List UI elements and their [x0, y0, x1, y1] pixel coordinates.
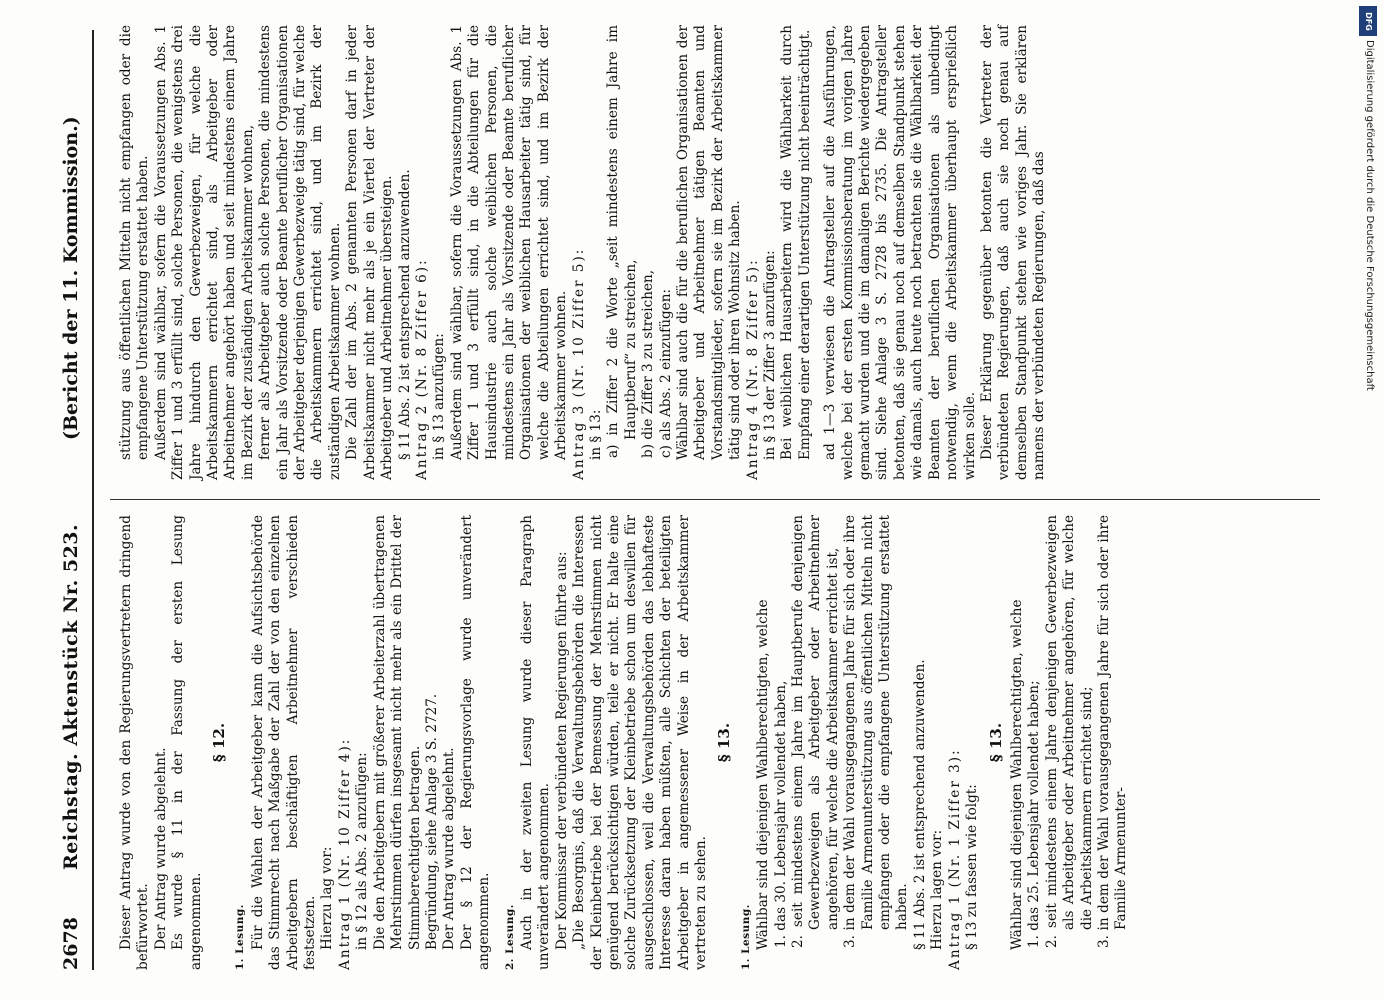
list-item: 2. seit mindestens einem Jahre denjenigen Gewerbezweigen als Arbeitgeber oder Arbeitnehmer angehören, für welche die Arbeitskammern errichtet sind;: [1043, 515, 1095, 948]
list-item: 3. in dem der Wahl vorausgegangenen Jahre für sich oder ihre Familie Armenunter-: [1095, 515, 1130, 948]
digitization-note: [1361, 40, 1375, 940]
page-subtitle: (Bericht der 11. Kommission.): [60, 116, 82, 440]
column-divider: [110, 499, 1320, 500]
left-column: [118, 515, 1131, 970]
paragraph: ferner als Arbeitgeber auch solche Personen, die mindestens ein Jahr als Vorsitzende oder Beamte beruflicher Organisationen der Arbeitgeber derjenigen Gewerbezweige tätig sind, für welche die Arbeitskammern errichtet sind, und im Bezirk der zuständigen Arbeitskammer wohnen.: [257, 25, 343, 480]
list-item: 3. in dem der Wahl vorausgegangenen Jahre für sich oder ihre Familie Armenunterstützung aus öffentlichen Mitteln nicht empfangen oder die empfangene Unterstützung erstattet haben.: [842, 515, 911, 948]
paragraph: Dieser Antrag wurde von den Regierungsvertretern dringend befürwortet.: [118, 515, 152, 970]
paragraph: Wählbar sind diejenigen Wahlberechtigten, welche: [755, 599, 772, 950]
motion-heading: Antrag 1 (Nr. 1 Ziffer 3):: [946, 748, 963, 970]
paragraph: Dieser Erklärung gegenüber betonten die Vertreter der verbündeten Regierungen, daß auch sie noch genau auf demselben Standpunkt stehen wie voriges Jahr. Sie erklären namens der verbündeten Regierungen, daß das: [978, 25, 1048, 480]
list-item: b) die Ziffer 3 zu streichen,: [640, 269, 657, 458]
paragraph: Der Antrag wurde abgelehnt.: [152, 747, 169, 950]
paragraph: Der Antrag wurde abgelehnt.: [441, 747, 458, 950]
paragraph: Außerdem sind wählbar, sofern die Voraussetzungen Abs. 1 Ziffer 1 und 3 erfüllt sind, solche Personen, die wenigstens drei Jahre hindurch den Gewerbezweigen, für welche die Arbeitskammern errichtet sind, als Arbeitgeber oder Arbeitnehmer angehört haben und seit mindestens einem Jahre im Bezirk der zuständigen Arbeitskammer wohnen,: [152, 25, 256, 480]
motion-heading: Antrag 4 (Nr. 8 Ziffer 5):: [744, 258, 761, 480]
paragraph: ad 1—3 verwiesen die Antragsteller auf die Ausführungen, welche bei der ersten Kommissionsberatung im vorigen Jahre gemacht wurden und die im damaligen Berichte wiedergegeben sind. Siehe Anlage 3 S. 2728 bis 2735. Die Antragsteller betonten, daß sie genau noch auf demselben Standpunkt stehen wie damals, auch heute noch betrachten sie die Wählbarkeit der Beamten der beruflichen Organisationen als unbedingt notwendig, wenn die Arbeitskammer überhaupt ersprießlich wirken solle.: [822, 25, 978, 480]
section-heading: § 12.: [210, 722, 229, 763]
paragraph: Hierzu lag vor:: [319, 846, 336, 950]
paragraph: Auch in der zweiten Lesung wurde dieser Paragraph unverändert angenommen.: [518, 515, 553, 970]
paragraph: in § 13 der Ziffer 3 anzufügen:: [762, 250, 779, 460]
paragraph: Die Zahl der im Abs. 2 genannten Personen darf in jeder Arbeitskammer nicht mehr als je ein Viertel der Vertreter der Arbeitgeber und Arbeitnehmer übersteigen.: [344, 25, 396, 480]
page-number: 2678: [60, 917, 82, 970]
list-item: 1. das 25. Lebensjahr vollendet haben;: [1026, 680, 1043, 948]
paragraph: in § 13:: [587, 409, 604, 460]
motion-heading: Antrag 2 (Nr. 8 Ziffer 6):: [413, 258, 430, 480]
paragraph: Es wurde § 11 in der Fassung der ersten Lesung angenommen.: [170, 515, 204, 970]
rotated-page-content: [40, 0, 1340, 1000]
paragraph: § 13 zu fassen wie folgt:: [964, 784, 981, 950]
quoted-text: Bei weiblichen Hausarbeitern wird die Wählbarkeit durch Empfang einer derartigen Unterstützung nicht beeinträchtigt.: [779, 25, 813, 460]
paragraph: stützung aus öffentlichen Mitteln nicht empfangen oder die empfangene Unterstützung erstattet haben.: [118, 25, 152, 460]
paragraph: Der Kommissar der verbündeten Regierungen führte aus:: [553, 551, 570, 950]
quoted-text: Außerdem sind wählbar, sofern die Voraussetzungen Abs. 1 Ziffer 1 und 3 erfüllt sind, in die Abteilungen für die Hausindustrie auch solche weiblichen Personen, die mindestens ein Jahr als Vorsitzende oder Beamte beruflicher Organisationen der weiblichen Hausarbeiter tätig sind, für welche die Abteilungen errichtet sind, und im Bezirk der Arbeitskammer wohnen.: [448, 25, 570, 460]
reading-label: 1. Lesung.: [739, 904, 752, 970]
list-item: 2. seit mindestens einem Jahre im Hauptberufe denjenigen Gewerbezweigen als Arbeitgeber oder Arbeitnehmer angehören, für welche die Arbeitskammer errichtet ist,: [790, 515, 841, 948]
motion-heading: Antrag 1 (Nr. 10 Ziffer 4):: [336, 737, 353, 970]
paragraph: Begründung, siehe Anlage 3 S. 2727.: [423, 693, 440, 950]
paragraph: Hierzu lagen vor:: [929, 829, 946, 950]
reading-label: 1. Lesung.: [234, 904, 247, 970]
paragraph: in § 13 anzufügen:: [431, 333, 448, 460]
section-heading: § 13.: [986, 722, 1005, 763]
page-title: Reichstag. Aktenstück Nr. 523.: [60, 523, 82, 870]
list-item: c) als Abs. 2 einzufügen:: [657, 288, 674, 458]
right-column: [118, 25, 1049, 480]
header-rule: [92, 30, 94, 970]
dfg-logo-icon: DFG: [1359, 6, 1377, 36]
digitization-note-text: Digitalisierung gefördert durch die Deutsche Forschungsgemeinschaft: [1364, 40, 1375, 391]
paragraph: Der § 12 der Regierungsvorlage wurde unverändert angenommen.: [458, 515, 493, 970]
list-item: 1. das 30. Lebensjahr vollendet haben,: [772, 680, 789, 948]
reading-label: 2. Lesung.: [503, 904, 516, 970]
digitization-sidebar: [1357, 0, 1379, 1000]
section-heading: § 13.: [715, 722, 734, 763]
paragraph: Für die Wahlen der Arbeitgeber kann die Aufsichtsbehörde das Stimmrecht nach Maßgabe der Zahl der von den einzelnen Arbeitgebern beschäftigten Arbeitnehmer verschieden festsetzen.: [249, 515, 319, 970]
paragraph: Wählbar sind diejenigen Wahlberechtigten, welche: [1008, 599, 1025, 950]
quoted-text: Wählbar sind auch die für die beruflichen Organisationen der Arbeitgeber und Arbeitnehmer tätigen Beamten und Vorstandsmitglieder, sofern sie im Bezirk der Arbeitskammer tätig sind oder ihren Wohnsitz haben.: [675, 25, 744, 460]
paragraph: § 11 Abs. 2 ist entsprechend anzuwenden.: [911, 659, 928, 950]
motion-heading: Antrag 3 (Nr. 10 Ziffer 5):: [570, 247, 587, 480]
paragraph: § 11 Abs. 2 ist entsprechend anzuwenden.: [396, 169, 413, 460]
quoted-text: Die den Arbeitgebern mit größerer Arbeiterzahl übertragenen Mehrstimmen dürfen insgesamt nicht mehr als ein Drittel der Stimmberechtigten betragen.: [371, 515, 423, 950]
paragraph: „Die Besorgnis, daß die Verwaltungsbehörden die Interessen der Kleinbetriebe bei der Bemessung der Mehrstimmen nicht genügend berücksichtigen würden, teile er nicht. Er halte eine solche Zurücksetzung der Kleinbetriebe schon um deswillen für ausgeschlossen, weil die Verwaltungsbehörden das lebhafteste Interesse daran haben müßten, alle Schichten der beteiligten Arbeitgeber in angemessener Weise in der Arbeitskammer vertreten zu sehen.: [571, 515, 709, 970]
page-header: [40, 0, 90, 1000]
paragraph: in § 12 als Abs. 2 anzufügen:: [354, 752, 371, 950]
list-item: a) in Ziffer 2 die Worte „seit mindestens einem Jahre im Hauptberuf“ zu streichen,: [605, 25, 639, 458]
